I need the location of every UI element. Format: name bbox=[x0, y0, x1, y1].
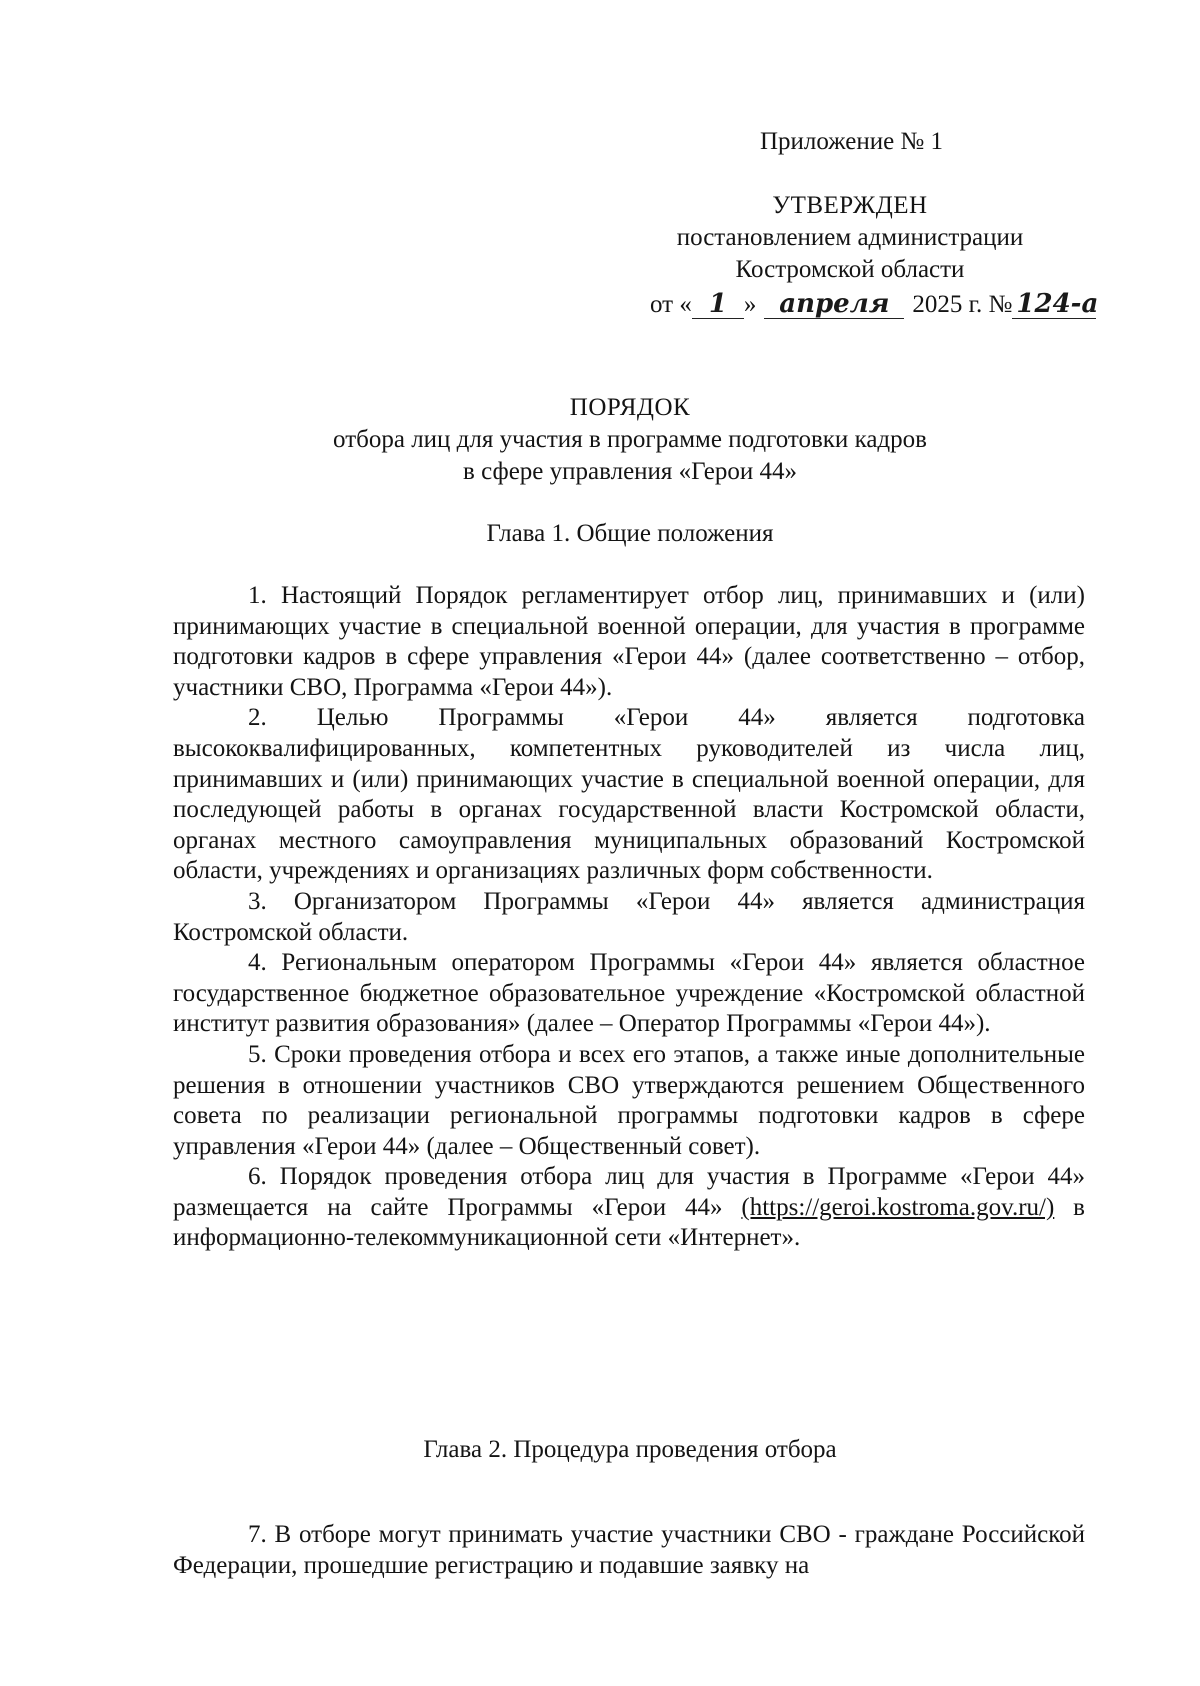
date-quote-close: » bbox=[743, 291, 757, 318]
chapter-2-body bbox=[173, 1520, 1085, 1581]
paragraph-3: 3. Организатором Программы «Герои 44» является администрация Костромской области. bbox=[173, 887, 1085, 946]
handwritten-month: апреля bbox=[764, 290, 904, 319]
approved-by-line2: Костромской области bbox=[735, 256, 965, 283]
handwritten-day: 1 bbox=[692, 290, 744, 319]
title-main: ПОРЯДОК bbox=[569, 394, 691, 421]
appendix-label: Приложение № 1 bbox=[760, 128, 944, 155]
chapter-2-heading: Глава 2. Процедура проведения отбора bbox=[423, 1436, 837, 1463]
document-title bbox=[0, 392, 1200, 488]
approved-heading: УТВЕРЖДЕН bbox=[772, 192, 928, 219]
paragraph-4: 4. Региональным оператором Программы «Герои 44» является областное государственное бюджетное образовательное учреждение «Костромской областной институт развития образования» (далее – Оператор Программы «Герои 44»). bbox=[173, 949, 1085, 1038]
date-year: 2025 г. № bbox=[912, 291, 1013, 318]
paragraph-5: 5. Сроки проведения отбора и всех его этапов, а также иные дополнительные решения в отношении участников СВО утверждаются решением Общественного совета по реализации региональной программы подготовки кадров в сфере управления «Герои 44» (далее – Общественный совет). bbox=[173, 1040, 1085, 1160]
chapter-1-body bbox=[173, 581, 1085, 1254]
title-line2: в сфере управления «Герои 44» bbox=[463, 458, 797, 485]
title-line1: отбора лиц для участия в программе подготовки кадров bbox=[333, 426, 927, 453]
paragraph-6 bbox=[173, 1162, 1085, 1254]
approval-date-line bbox=[650, 289, 1099, 319]
approval-block bbox=[640, 190, 1060, 286]
paragraph-2: 2. Целью Программы «Герои 44» является подготовка высококвалифицированных, компетентных руководителей из числа лиц, принимавших и (или) принимающих участие в специальной военной операции, для последующей работы в органах государственной власти Костромской области, органах местного самоуправления муниципальных образований Костромской области, учреждениях и организациях различных форм собственности. bbox=[173, 704, 1085, 885]
handwritten-doc-number: 124-а bbox=[1012, 290, 1096, 319]
paragraph-7: 7. В отборе могут принимать участие участники СВО - граждане Российской Федерации, прошедшие регистрацию и подавшие заявку на bbox=[173, 1521, 1085, 1579]
chapter-1-heading: Глава 1. Общие положения bbox=[486, 520, 774, 547]
approved-by-line1: постановлением администрации bbox=[676, 224, 1024, 251]
date-prefix: от « bbox=[650, 291, 692, 318]
program-website-link[interactable]: (https://geroi.kostroma.gov.ru/) bbox=[741, 1193, 1055, 1221]
paragraph-1: 1. Настоящий Порядок регламентирует отбор лиц, принимавших и (или) принимающих участие в специальной военной операции, для участия в программе подготовки кадров в сфере управления «Герои 44» (далее соответственно – отбор, участники СВО, Программа «Герои 44»). bbox=[173, 582, 1085, 701]
paragraph-6-text-end: в информационно-телекоммуникационной сети «Интернет». bbox=[173, 1193, 1085, 1252]
paragraph-6-text-start: 6. Порядок проведения отбора лиц для участия в Программе «Герои 44» размещается на сайте Программы «Герои 44» bbox=[173, 1163, 1085, 1221]
